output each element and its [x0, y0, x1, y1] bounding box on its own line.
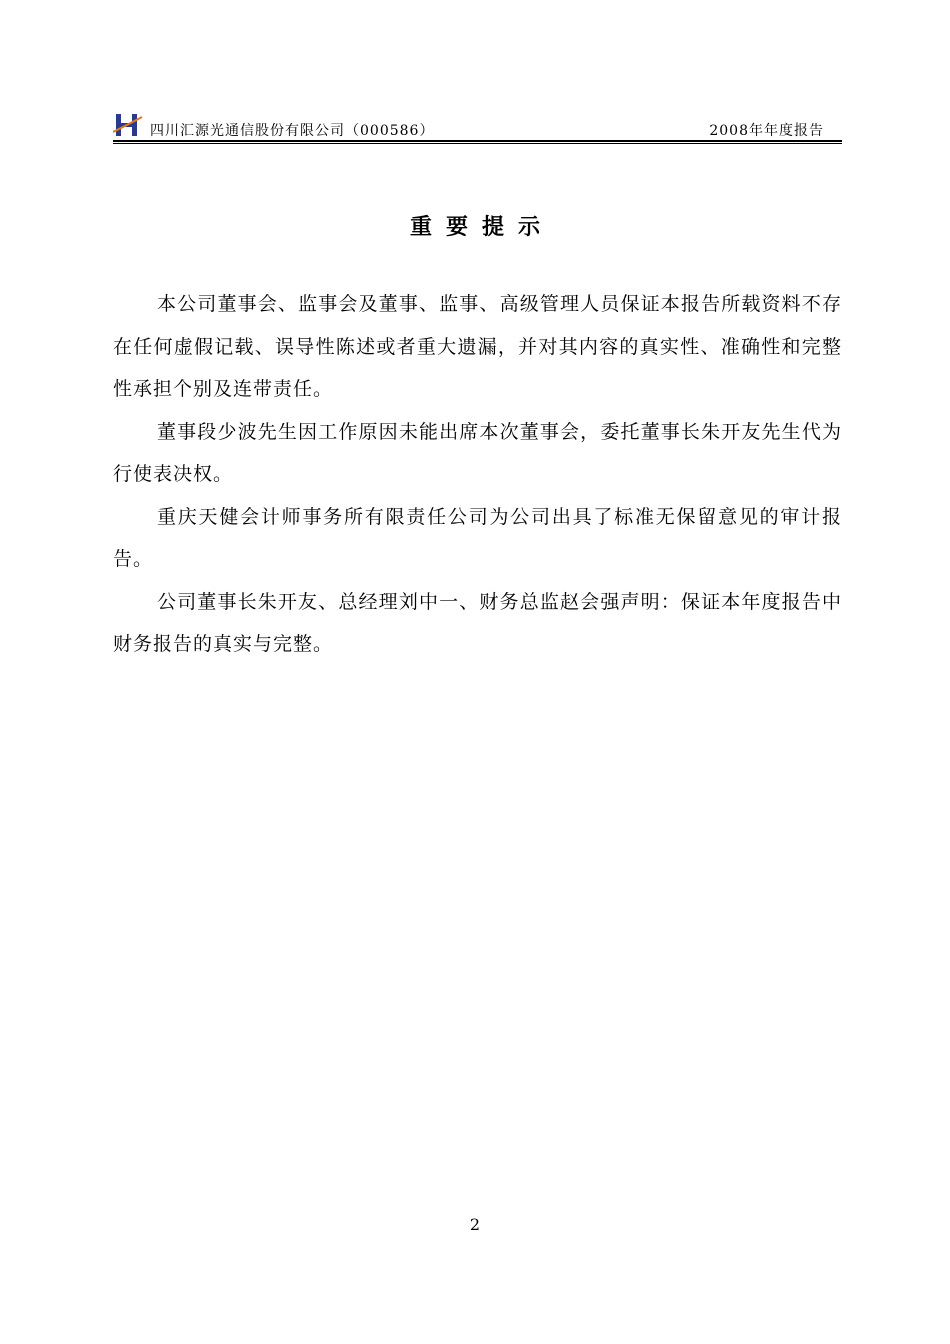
page-header	[113, 108, 842, 140]
paragraph-responsibility: 本公司董事会、监事会及董事、监事、高级管理人员保证本报告所载资料不存在任何虚假记载、误导性陈述或者重大遗漏，并对其内容的真实性、准确性和完整性承担个别及连带责任。	[113, 293, 842, 400]
paragraph-audit-opinion: 重庆天健会计师事务所有限责任公司为公司出具了标准无保留意见的审计报告。	[113, 505, 842, 570]
page-number: 2	[469, 1215, 481, 1234]
paragraph-proxy-vote: 董事段少波先生因工作原因未能出席本次董事会，委托董事长朱开友先生代为行使表决权。	[113, 420, 842, 485]
company-name: 四川汇源光通信股份有限公司（000586）	[150, 123, 435, 139]
header-rule-thin	[113, 143, 842, 144]
notice-body	[113, 283, 842, 666]
company-logo-icon	[113, 112, 143, 138]
paragraph-declaration: 公司董事长朱开友、总经理刘中一、财务总监赵会强声明：保证本年度报告中财务报告的真实与完整。	[113, 590, 842, 655]
page-title: 重要提示	[409, 214, 554, 240]
header-rule-thick	[113, 140, 842, 142]
report-name: 2008年年度报告	[709, 123, 824, 139]
